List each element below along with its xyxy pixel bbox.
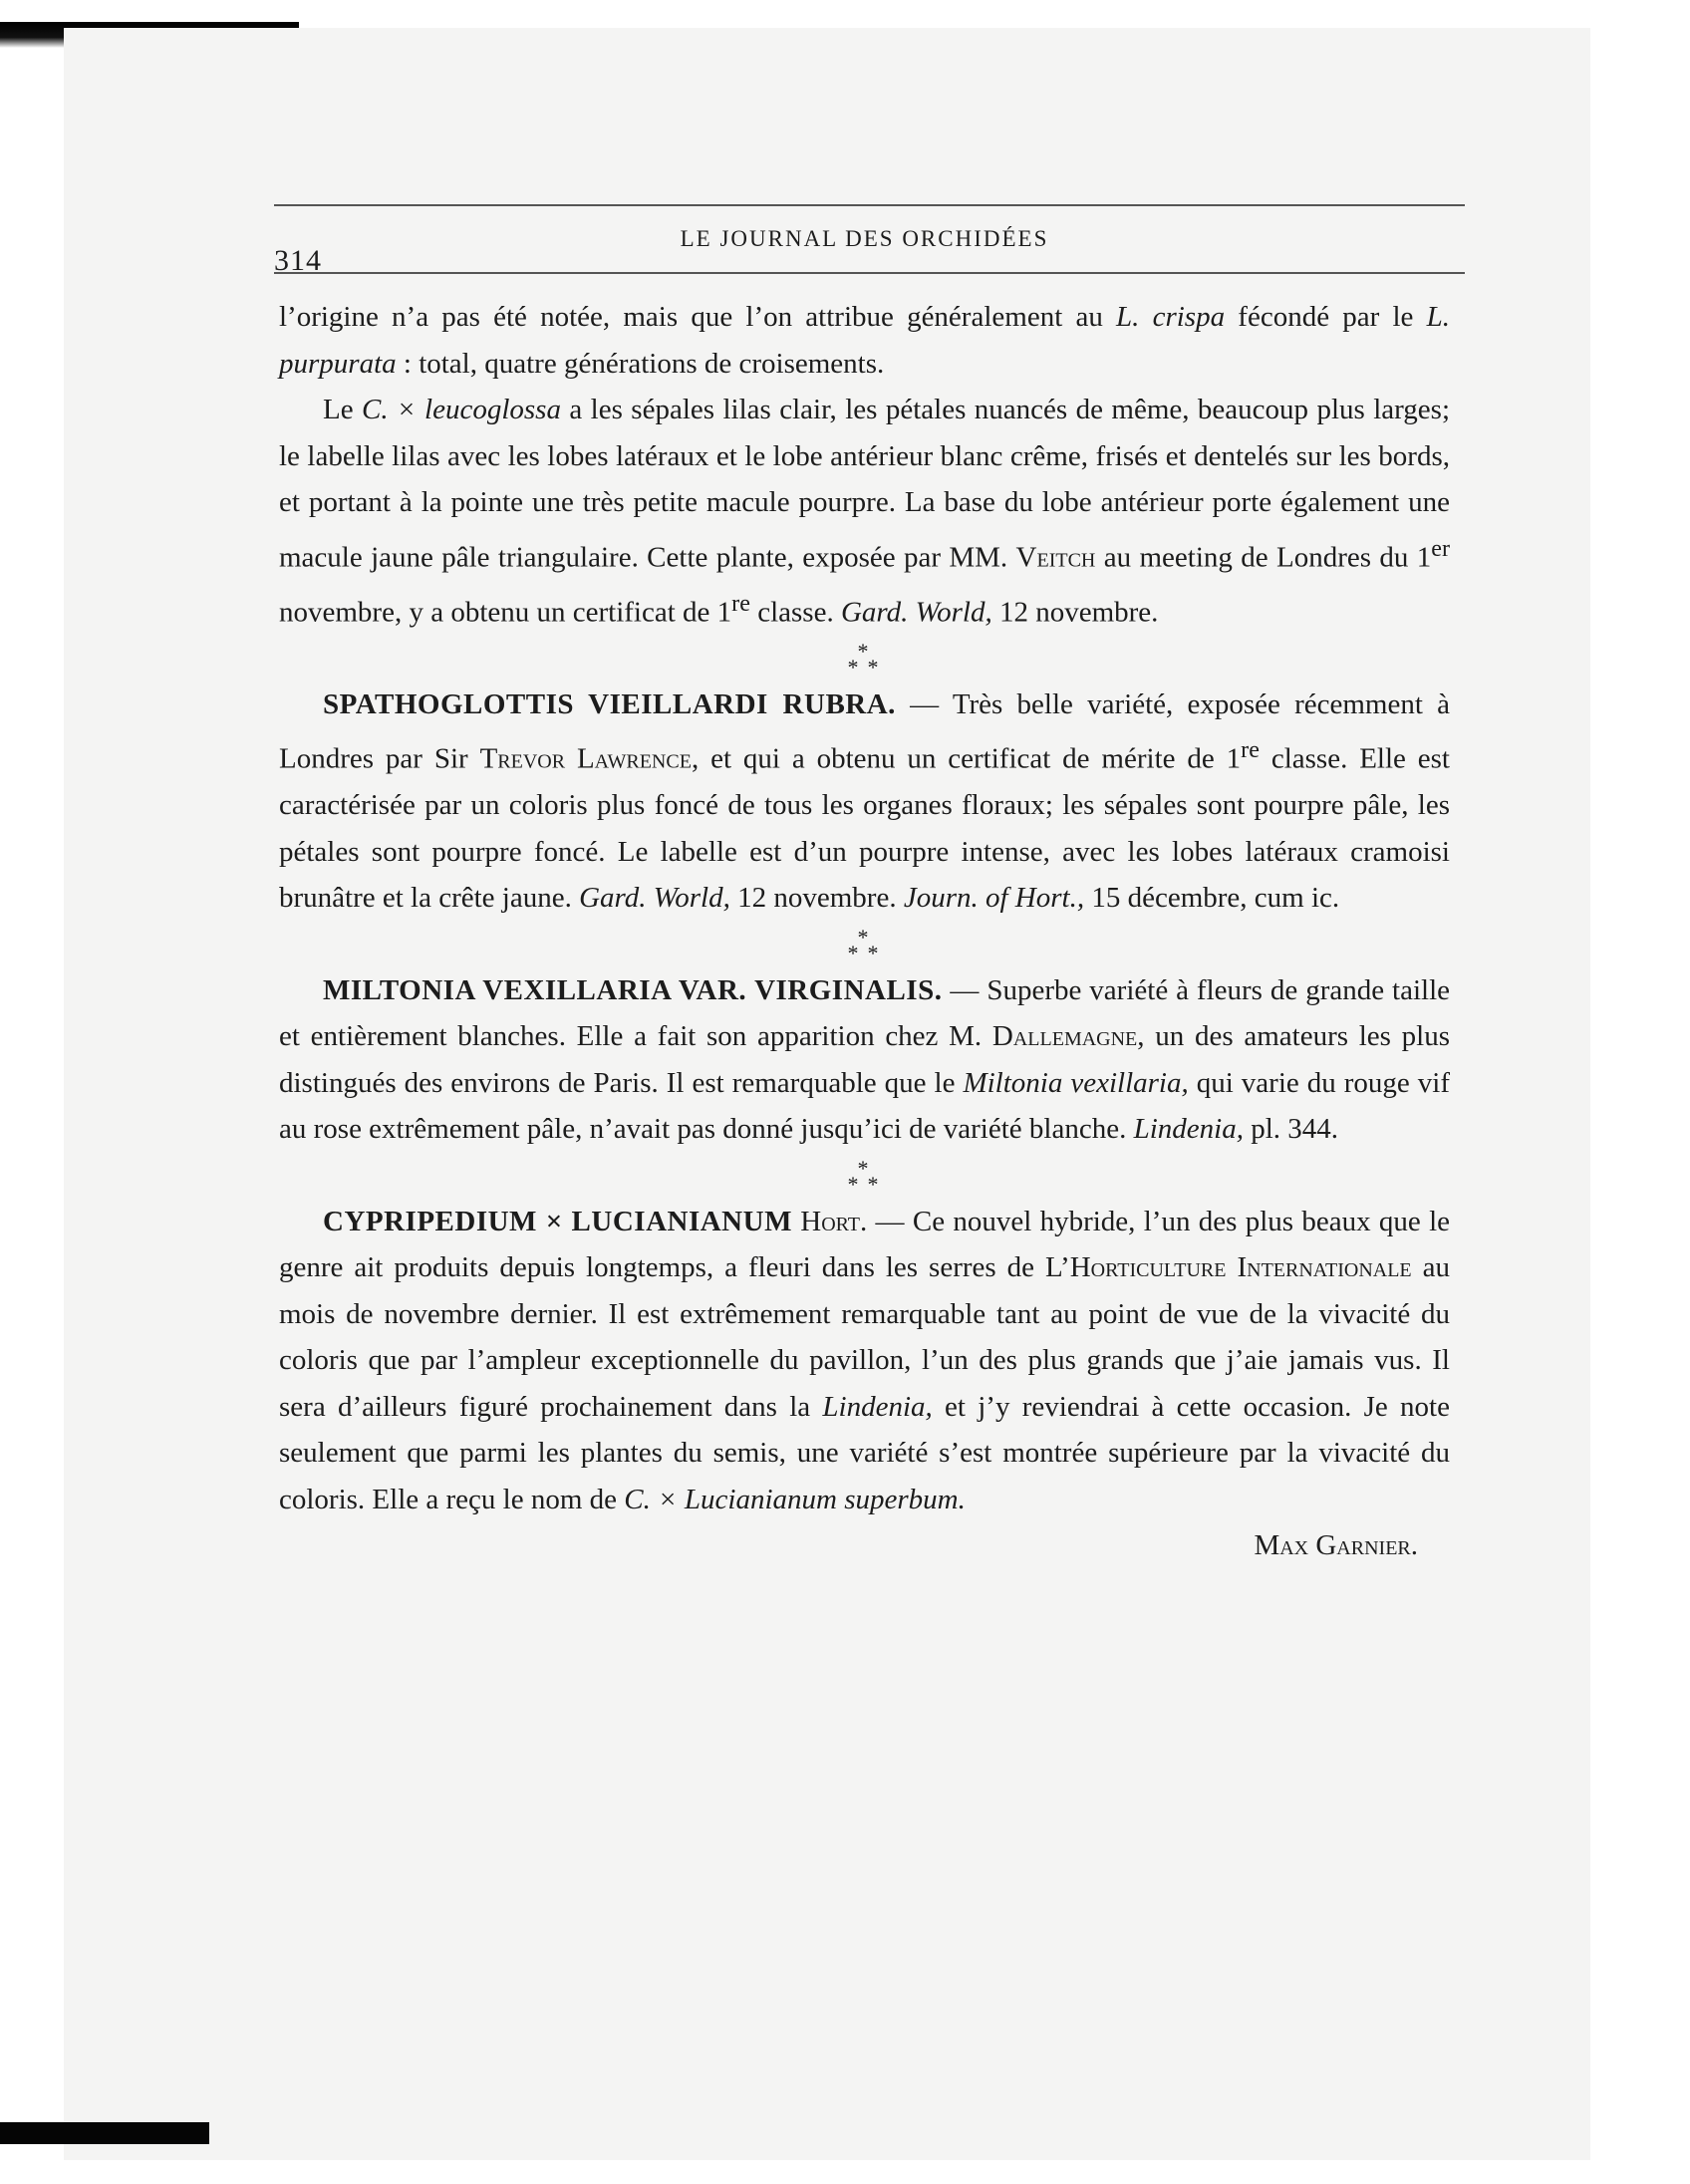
- heading-cypripedium: CYPRIPEDIUM × LUCIANIANUM: [323, 1205, 792, 1237]
- header-rule-top: [274, 204, 1465, 206]
- author-signature: Max Garnier.: [1254, 1529, 1418, 1562]
- page-number: 314: [274, 244, 322, 277]
- header-rule-bottom: [274, 272, 1465, 274]
- section-separator: * * *: [847, 924, 879, 965]
- page-content: [274, 204, 1451, 1569]
- section-separator: * * *: [847, 638, 879, 680]
- paragraph-cypripedium: CYPRIPEDIUM × LUCIANIANUM Hort. — Ce nouvel hybride, l’un des plus beaux que le genre ait produits depuis longtemps, a fleuri dans les serres de L’Horticulture Internationale au mois de novembre dernier. Il est extrêmement remarquable tant au point de vue de la vivacité du coloris que par l’ampleur exceptionnelle du pavillon, l’un des plus grands que j’aie jamais vus. Il sera d’ailleurs figuré prochainement dans la Lindenia, et j’y reviendrai à cette occasion. Je note seulement que parmi les plantes du semis, une variété s’est montrée supérieure par la vivacité du coloris. Elle a reçu le nom de C. × Lucianianum superbum.: [279, 1205, 1451, 1515]
- article-body: [279, 294, 1450, 1569]
- section-separator: * * *: [847, 1155, 879, 1197]
- paragraph-leucoglossa: Le C. × leucoglossa a les sépales lilas clair, les pétales nuancés de même, beaucoup plus larges; le labelle lilas avec les lobes latéraux et le lobe antérieur blanc crême, frisés et dentelés sur les bords, et portant à la pointe une très petite macule pourpre. La base du lobe antérieur porte également une macule jaune pâle triangulaire. Cette plante, exposée par MM. Veitch au meeting de Londres du 1er novembre, y a obtenu un certificat de 1re classe. Gard. World, 12 novembre.: [279, 394, 1451, 629]
- heading-miltonia: MILTONIA VEXILLARIA VAR. VIRGINALIS.: [323, 973, 943, 1006]
- paragraph-miltonia: MILTONIA VEXILLARIA VAR. VIRGINALIS. — Superbe variété à fleurs de grande taille et entièrement blanches. Elle a fait son apparition chez M. Dallemagne, un des amateurs les plus distingués des environs de Paris. Il est remarquable que le Miltonia vexillaria, qui varie du rouge vif au rose extrêmement pâle, n’avait pas donné jusqu’ici de variété blanche. Lindenia, pl. 344.: [279, 973, 1451, 1146]
- page-gutter: [1590, 28, 1598, 2160]
- paragraph-spathoglottis: SPATHOGLOTTIS VIEILLARDI RUBRA. — Très belle variété, exposée récemment à Londres par Sir Trevor Lawrence, et qui a obtenu un certificat de mérite de 1re classe. Elle est caractérisée par un coloris plus foncé de tous les organes floraux; les sépales sont pourpre pâle, les pétales sont pourpre foncé. Le labelle est d’un pourpre intense, avec les lobes latéraux cramoisi brunâtre et la crête jaune. Gard. World, 12 novembre. Journ. of Hort., 15 décembre, cum ic.: [279, 687, 1450, 915]
- journal-title: LE JOURNAL DES ORCHIDÉES: [680, 226, 1049, 251]
- running-head: [274, 204, 1450, 294]
- scan-edge-bottom: [0, 2122, 209, 2144]
- heading-spathoglottis: SPATHOGLOTTIS VIEILLARDI RUBRA.: [323, 687, 896, 720]
- paragraph-continuation: l’origine n’a pas été notée, mais que l’on attribue généralement au L. crispa fécondé par le L. purpurata : total, quatre générations de croisements.: [279, 301, 1450, 380]
